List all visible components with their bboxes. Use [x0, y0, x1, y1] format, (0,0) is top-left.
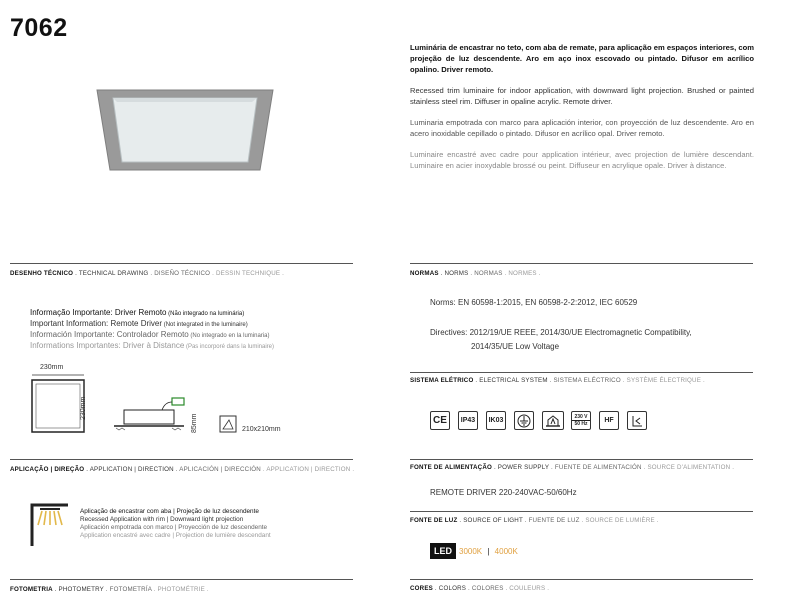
class-i-earth-icon [514, 411, 534, 430]
divider [410, 263, 753, 264]
divider [410, 579, 753, 580]
directives-line-2: 2014/35/UE Low Voltage [471, 342, 560, 351]
norms-list: Norms: EN 60598-1:2015, EN 60598-2-2:2012, IEC 60529 [430, 298, 638, 307]
divider [410, 511, 753, 512]
light-source-info [430, 543, 518, 559]
depth-dimension: 230mm [80, 396, 87, 420]
section-application: APLICAÇÃO | DIREÇÃO . APPLICATION | DIRECTION . APLICACIÓN | DIRECCIÓN . APPLICATION | DIRECTION . [10, 466, 355, 473]
product-image [95, 88, 275, 172]
section-technical-drawing: DESENHO TÉCNICO . TECHNICAL DRAWING . DISEÑO TÉCNICO . DESSIN TECHNIQUE . [10, 270, 285, 277]
description-pt: Luminária de encastrar no teto, com aba de remate, para aplicação em espaços interiores, com projeção de luz descendente. Aro em aço inox escovado ou pintado. Difusor em acrílico opalino. Driver remoto. [410, 43, 754, 74]
directives-line-1: Directives: 2012/19/UE REEE, 2014/30/UE Electromagnetic Compatibility, [430, 328, 692, 337]
important-pt: Informação Importante: Driver Remoto (Não integrado na luminária) [30, 308, 245, 317]
product-description [410, 42, 754, 181]
ce-mark-icon: CE [430, 411, 450, 430]
hf-icon: HF [599, 411, 619, 430]
important-fr: Informations Importantes: Driver à Distance (Pas incorporé dans la luminaire) [30, 341, 274, 350]
divider [10, 263, 353, 264]
voltage-icon: 230 V 50 Hz [571, 411, 591, 430]
ik03-icon: IK03 [486, 411, 506, 430]
cutout-dimension: 210x210mm [242, 426, 281, 433]
description-fr: Luminaire encastré avec cadre pour application intérieur, avec projection de lumière descendant. Luminaire en acier inoxydable brossé ou peint. Diffuseur en acrylique opale. Driver à distance. [410, 150, 754, 170]
power-supply-value: REMOTE DRIVER 220-240VAC-50/60Hz [430, 488, 577, 497]
divider [410, 459, 753, 460]
cct-4000k: 4000K [494, 546, 518, 556]
section-electrical: SISTEMA ELÉTRICO . ELECTRICAL SYSTEM . SISTEMA ELÉCTRICO . SYSTÈME ÉLECTRIQUE . [410, 377, 705, 384]
section-power-supply: FONTE DE ALIMENTAÇÃO . POWER SUPPLY . FUENTE DE ALIMENTACIÓN . SOURCE D'ALIMENTATION . [410, 464, 735, 471]
ip43-icon: IP43 [458, 411, 478, 430]
divider [10, 459, 353, 460]
section-norms: NORMAS . NORMS . NORMAS . NORMES . [410, 270, 541, 277]
width-dimension: 230mm [40, 364, 64, 371]
cable-exit-icon [627, 411, 647, 430]
section-colors: CORES . COLORS . COLORES . COULEURS . [410, 585, 550, 592]
description-en: Recessed trim luminaire for indoor application, with downward light projection. Brushed or painted stainless steel rim. Diffuser in opaline acrylic. Remote driver. [410, 86, 754, 106]
cct-separator: | [485, 546, 492, 556]
depth-line [80, 380, 88, 434]
application-text: Aplicação de encastrar com aba | Projeção de luz descendente Recessed Application with rim | Downward light projection Aplicación empotrada con marco | Proyección de luz descendente Application encastré avec cadre | Projection de lumière descendant [80, 508, 271, 539]
section-light-source: FONTE DE LUZ . SOURCE OF LIGHT . FUENTE DE LUZ . SOURCE DE LUMIÈRE . [410, 517, 659, 524]
led-badge: LED [430, 543, 456, 559]
product-code: 7062 [10, 14, 68, 42]
section-photometry: FOTOMETRIA . PHOTOMETRY . FOTOMETRÍA . PHOTOMÉTRIE . [10, 586, 209, 593]
divider [410, 372, 753, 373]
important-info [30, 308, 274, 352]
downlight-application-icon [30, 503, 70, 547]
important-es: Información Importante: Controlador Remoto (No integrado en la luminaria) [30, 330, 270, 339]
description-es: Luminaria empotrada con marco para aplicación interior, con proyección de luz descendente. Aro en acero inoxidable cepillado o pintado. Difusor en acrílico opal. Driver remoto. [410, 118, 754, 138]
divider [10, 579, 353, 580]
emc-icon [542, 411, 564, 430]
important-en: Important Information: Remote Driver (Not integrated in the luminaire) [30, 319, 248, 328]
height-dimension: 85mm [191, 413, 198, 433]
cutout-icon [219, 415, 237, 433]
side-view-drawing [110, 396, 190, 436]
cct-3000k: 3000K [459, 546, 483, 556]
